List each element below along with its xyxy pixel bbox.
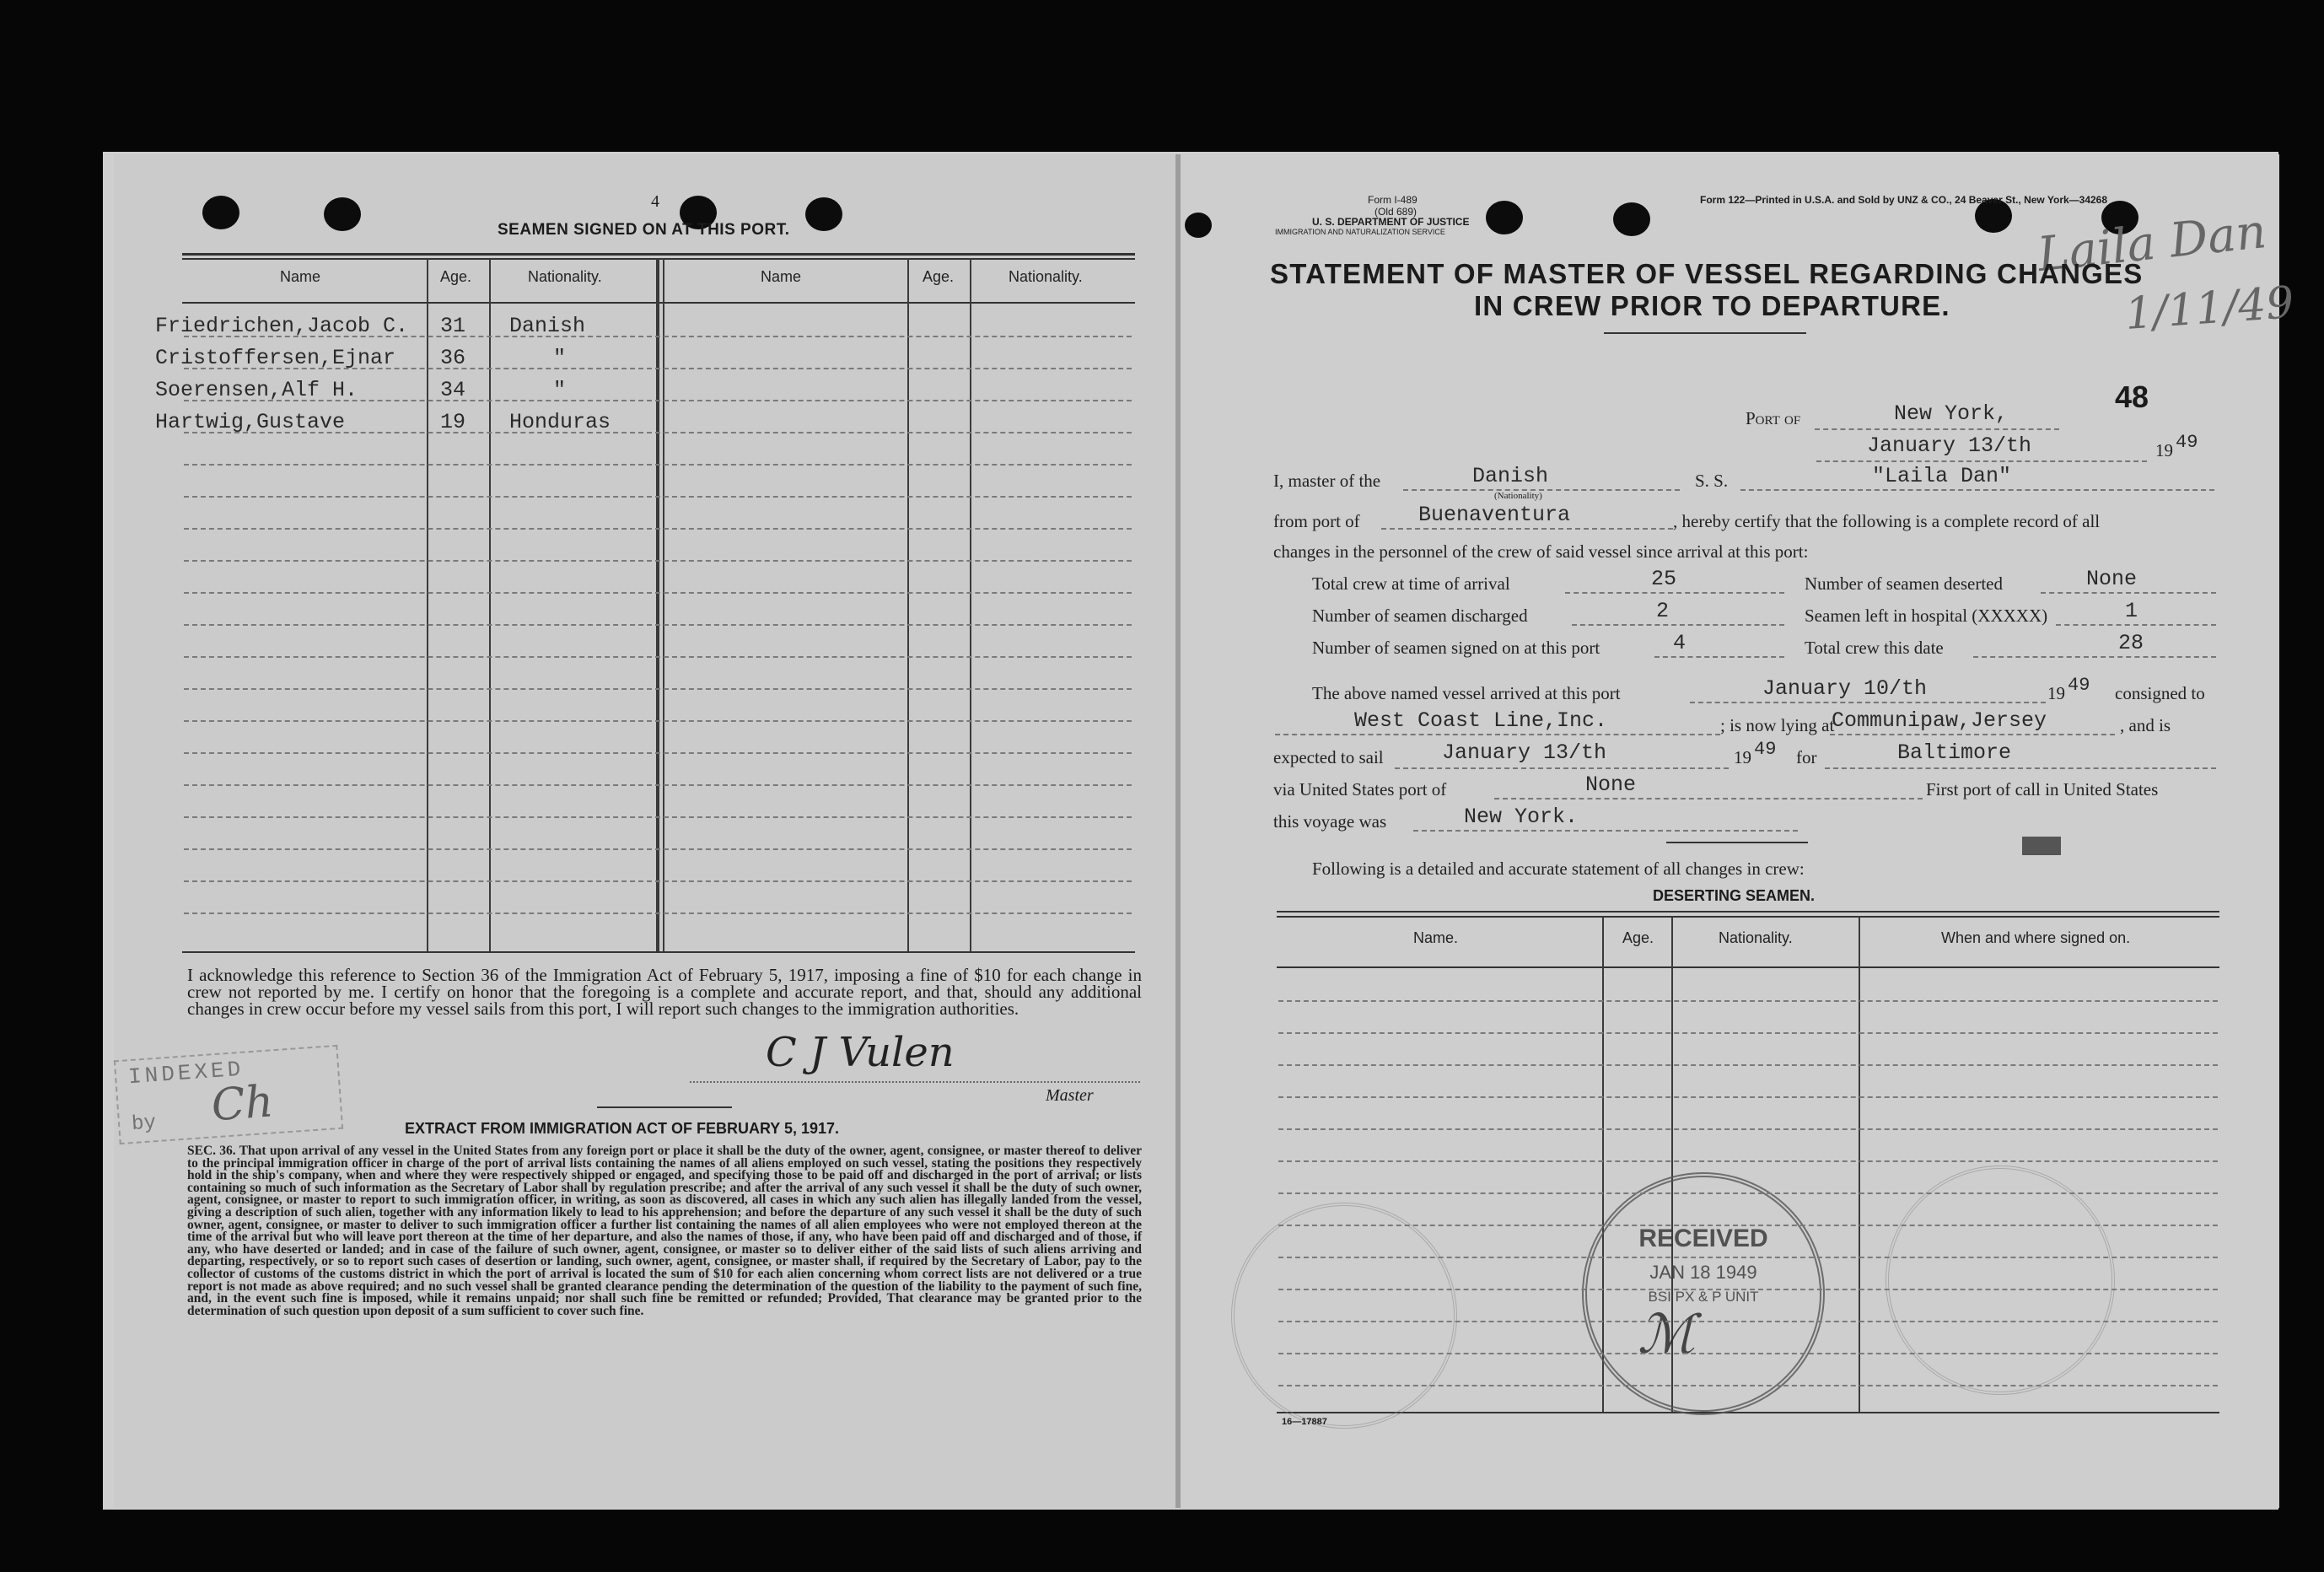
row-rule — [1278, 1192, 2218, 1194]
col-header-name: Name — [280, 268, 321, 285]
deserted-value: None — [2086, 567, 2138, 591]
changes-text: changes in the personnel of the crew of said vessel since arrival at this port: — [1273, 541, 1809, 562]
signed-on-label: Number of seamen signed on at this port — [1312, 638, 1600, 658]
row-rule — [184, 688, 1132, 690]
stamp-date: JAN 18 1949 — [1649, 1262, 1757, 1283]
lying-label: ; is now lying at — [1720, 715, 1835, 735]
department: U. S. DEPARTMENT OF JUSTICE — [1312, 216, 1470, 228]
col-header-name: Name — [761, 268, 802, 285]
seaman-name: Hartwig,Gustave — [155, 410, 346, 434]
field-rule — [2056, 624, 2216, 626]
page-fold — [1175, 154, 1181, 1508]
col-header-signed-on: When and where signed on. — [1941, 929, 2131, 946]
col-divider — [907, 258, 909, 951]
seaman-name: Friedrichen,Jacob C. — [155, 314, 409, 338]
row-rule — [1278, 1096, 2218, 1098]
year-prefix: 19 — [2155, 440, 2173, 460]
certify-text: , hereby certify that the following is a complete record of all — [1673, 511, 2101, 531]
handwritten-date: 1/11/49 — [2123, 277, 2296, 340]
row-rule — [1278, 1385, 2218, 1386]
row-rule — [184, 816, 1132, 818]
field-rule — [1413, 830, 1798, 832]
row-rule — [1278, 1064, 2218, 1066]
indexed-initials: Ch — [209, 1076, 276, 1132]
extract-title: EXTRACT FROM IMMIGRATION ACT OF FEBRUARY 5, 1917. — [405, 1120, 840, 1137]
vessel-value: "Laila Dan" — [1872, 464, 2012, 488]
row-rule — [184, 880, 1132, 882]
seaman-nationality: " — [553, 378, 567, 402]
form-footer: 16—17887 — [1282, 1417, 1327, 1427]
col-divider — [427, 258, 428, 951]
form-printer: Form 122—Printed in U.S.A. and Sold by UNZ & CO., 24 Beaver St., New York—34268 — [1700, 194, 2108, 206]
row-rule — [1278, 1160, 2218, 1162]
row-rule — [184, 432, 1132, 433]
report-number: 48 — [2115, 380, 2149, 414]
col-header-nationality: Nationality. — [1009, 268, 1083, 285]
col-header-age: Age. — [440, 268, 472, 285]
port-of-label: Port of — [1746, 408, 1801, 428]
stamp-received: RECEIVED — [1638, 1225, 1768, 1252]
indexed-stamp — [114, 1045, 343, 1144]
year-prefix: 19 — [2047, 683, 2065, 703]
statement-title-1: STATEMENT OF MASTER OF VESSEL REGARDING CHANGES — [1270, 258, 2144, 289]
col-header-age: Age. — [1622, 929, 1654, 946]
field-rule — [1830, 734, 2115, 735]
from-port-label: from port of — [1273, 511, 1360, 531]
via-label: via United States port of — [1273, 779, 1447, 799]
consignee-value: West Coast Line,Inc. — [1354, 708, 1608, 733]
table-bottom-rule — [182, 951, 1135, 953]
title-rule — [1604, 332, 1806, 334]
row-rule — [184, 592, 1132, 594]
row-rule — [184, 656, 1132, 658]
row-rule — [184, 368, 1132, 369]
col-divider — [489, 258, 491, 951]
extract-rule — [597, 1106, 732, 1108]
col-header-nationality: Nationality. — [1719, 929, 1793, 946]
seaman-age: 34 — [440, 378, 466, 402]
total-crew-date-value: 28 — [2118, 631, 2144, 655]
field-rule — [1275, 734, 1720, 735]
field-rule — [1572, 624, 1784, 626]
seaman-nationality: Honduras — [509, 410, 611, 434]
field-rule — [1816, 460, 2147, 462]
row-rule — [184, 848, 1132, 850]
left-header: SEAMEN SIGNED ON AT THIS PORT. — [498, 221, 790, 239]
punch-hole — [805, 197, 842, 231]
expected-value: January 13/th — [1442, 740, 1607, 765]
row-rule — [1278, 1225, 2218, 1226]
page-number: 4 — [651, 192, 659, 211]
expected-label: expected to sail — [1273, 747, 1384, 767]
row-rule — [184, 624, 1132, 626]
voyage-value: New York. — [1464, 805, 1579, 829]
date-value: January 13/th — [1867, 433, 2032, 458]
field-rule — [1815, 428, 2059, 430]
faint-stamp-right — [1886, 1166, 2115, 1395]
row-rule — [1278, 1032, 2218, 1034]
table-top-rule — [1277, 911, 2219, 913]
seaman-nationality: Danish — [509, 314, 586, 338]
for-label: for — [1796, 747, 1817, 767]
seaman-age: 31 — [440, 314, 466, 338]
discharged-value: 2 — [1656, 599, 1670, 623]
and-is-label: , and is — [2120, 715, 2171, 735]
punch-hole — [1486, 201, 1523, 234]
ss-label: S. S. — [1695, 471, 1729, 491]
arrived-label: The above named vessel arrived at this port — [1312, 683, 1621, 703]
seaman-name: Soerensen,Alf H. — [155, 378, 358, 402]
section-36-text: SEC. 36. That upon arrival of any vessel in the United States from any foreign port or place it shall be the duty of the owner, agent, consignee, or master thereof to deliver to the principal immigration officer in charge of the port of arrival lists containing the names of all aliens employed on such vessel, stating the positions they respectively hold in the ship's company, when and where they were respectively shipped or engaged, and specifying those to be paid off and discharged in the port of arrival; or lists containing so much of such information as the Secretary of Labor shall by regulation prescribe; and after the arrival of any such vessel it shall be the duty of such owner, agent, consignee, or master to report to such immigration officer, in writing, as soon as discovered, all cases in which any such alien has illegally landed from the vessel, giving a description of such alien, together with any information likely to lead to his apprehension; and before the departure of any such vessel it shall be the duty of such owner, agent, consignee, or master to deliver to such immigration officer a further list containing the names of all alien employees who were not employed thereon at the time of the arrival but who will leave port thereon at the time of her departure, and also the names of those, if any, who have been paid off and discharged and of those, if any, who have deserted or landed; and in case of the failure of such owner, agent, consignee, or master so to deliver either of the said lists of such aliens arriving and departing, respectively, or so to report such cases of desertion or landing, such owner, agent, consignee, or master shall, if required by the Secretary of Labor, pay to the collector of customs of the customs district in which the port of arrival is located the sum of $10 for each alien concerning whom correct lists are not delivered or a true report is not made as above required; and no such vessel shall be granted clearance pending the determination of the question of the liability to the payment of such fine, and, in the event such fine is imposed, while it remains unpaid; nor shall such fine be remitted or refunded; Provided, That clearance may be granted prior to the determination of such question upon deposit of a sum sufficient to cover such fine. — [187, 1144, 1142, 1318]
signature-line — [690, 1081, 1140, 1083]
hospital-label: Seamen left in hospital (XXXXX) — [1805, 606, 2048, 626]
acknowledgement-text: I acknowledge this reference to Section 36 of the Immigration Act of February 5, 1917, imposing a fine of $10 for each change in crew not reported by me. I certify on honor that the foregoing is a complete and accurate report, and that, should any additional changes in crew occur before my vessel sails from this port, I will report such changes to the immigration authorities. — [187, 965, 1142, 1019]
col-header-age: Age. — [923, 268, 955, 285]
deserting-header: DESERTING SEAMEN. — [1653, 887, 1816, 904]
indexed-label: INDEXED — [127, 1056, 245, 1090]
col-header-name: Name. — [1413, 929, 1459, 946]
col-divider — [663, 258, 664, 951]
service: IMMIGRATION AND NATURALIZATION SERVICE — [1275, 228, 1445, 236]
col-header-nationality: Nationality. — [528, 268, 602, 285]
row-rule — [1278, 1257, 2218, 1258]
field-rule — [1973, 656, 2216, 658]
field-rule — [1395, 767, 1729, 769]
field-rule — [1403, 489, 1680, 491]
row-rule — [184, 528, 1132, 530]
field-rule — [1690, 702, 2046, 703]
total-crew-date-label: Total crew this date — [1805, 638, 1944, 658]
stamp-initials: ℳ — [1638, 1304, 1696, 1366]
from-port-value: Buenaventura — [1418, 503, 1571, 527]
signed-on-value: 4 — [1673, 631, 1687, 655]
hospital-value: 1 — [2125, 599, 2138, 623]
form-ref-1: Form I-489 — [1368, 194, 1418, 206]
table-bottom-rule — [1277, 1412, 2219, 1413]
row-rule — [184, 560, 1132, 562]
row-rule — [184, 464, 1132, 466]
port-of-value: New York, — [1894, 401, 2009, 426]
total-crew-arrival-label: Total crew at time of arrival — [1312, 573, 1510, 594]
section-rule — [1666, 842, 1808, 843]
handwritten-ship-name: Laila Dan — [2035, 203, 2269, 283]
row-rule — [1278, 1128, 2218, 1130]
nationality-value: Danish — [1472, 464, 1549, 488]
field-rule — [1381, 528, 1673, 530]
row-rule — [1278, 1000, 2218, 1002]
following-label: Following is a detailed and accurate statement of all changes in crew: — [1312, 859, 1805, 879]
row-rule — [184, 720, 1132, 722]
row-rule — [1278, 1321, 2218, 1322]
master-label: Master — [1046, 1086, 1094, 1105]
i-master-label: I, master of the — [1273, 471, 1381, 491]
stamp-office: BSI PX & P UNIT — [1648, 1289, 1759, 1305]
field-rule — [1494, 798, 1923, 799]
row-rule — [184, 752, 1132, 754]
total-crew-arrival: 25 — [1651, 567, 1677, 591]
col-divider — [656, 258, 659, 951]
field-rule — [1825, 767, 2216, 769]
statement-title-2: IN CREW PRIOR TO DEPARTURE. — [1474, 290, 1950, 321]
this-voyage-label: this voyage was — [1273, 811, 1387, 832]
master-signature: C J Vulen — [766, 1029, 955, 1076]
punch-hole — [1185, 213, 1212, 238]
by-label: by — [131, 1112, 157, 1137]
table-top-rule — [1277, 916, 2219, 918]
year-prefix: 19 — [1734, 747, 1751, 767]
arrived-value: January 10/th — [1762, 676, 1928, 701]
seaman-age: 19 — [440, 410, 466, 434]
row-rule — [1278, 1353, 2218, 1354]
row-rule — [1278, 1289, 2218, 1290]
year-value: 49 — [2176, 432, 2198, 453]
faint-stamp-left — [1231, 1203, 1457, 1429]
row-rule — [184, 784, 1132, 786]
seaman-name: Cristoffersen,Ejnar — [155, 346, 396, 370]
field-rule — [1740, 489, 2214, 491]
received-stamp — [1582, 1172, 1825, 1415]
header-rule — [1277, 966, 2219, 968]
row-rule — [184, 496, 1132, 498]
seaman-age: 36 — [440, 346, 466, 370]
punch-hole — [202, 196, 239, 229]
destination-value: Baltimore — [1897, 740, 2012, 765]
row-rule — [184, 336, 1132, 337]
field-rule — [2041, 592, 2216, 594]
row-rule — [184, 913, 1132, 914]
punch-hole — [1613, 202, 1650, 236]
expected-year: 49 — [1754, 739, 1777, 760]
nationality-note: (Nationality) — [1494, 491, 1542, 501]
col-divider — [1859, 916, 1860, 1412]
seaman-nationality: " — [553, 346, 567, 370]
deserted-label: Number of seamen deserted — [1805, 573, 2003, 594]
col-divider — [970, 258, 971, 951]
consigned-label: consigned to — [2115, 683, 2205, 703]
field-rule — [1654, 656, 1784, 658]
via-value: None — [1585, 773, 1637, 797]
discharged-label: Number of seamen discharged — [1312, 606, 1528, 626]
row-rule — [184, 400, 1132, 401]
arrived-year: 49 — [2068, 675, 2090, 696]
redacted-mark — [2022, 837, 2061, 855]
field-rule — [1565, 592, 1784, 594]
first-port-label: First port of call in United States — [1926, 779, 2159, 799]
punch-hole — [324, 197, 361, 231]
lying-value: Communipaw,Jersey — [1832, 708, 2047, 733]
table-top-rule — [182, 253, 1135, 256]
form-ref-2: (Old 689) — [1374, 206, 1418, 218]
